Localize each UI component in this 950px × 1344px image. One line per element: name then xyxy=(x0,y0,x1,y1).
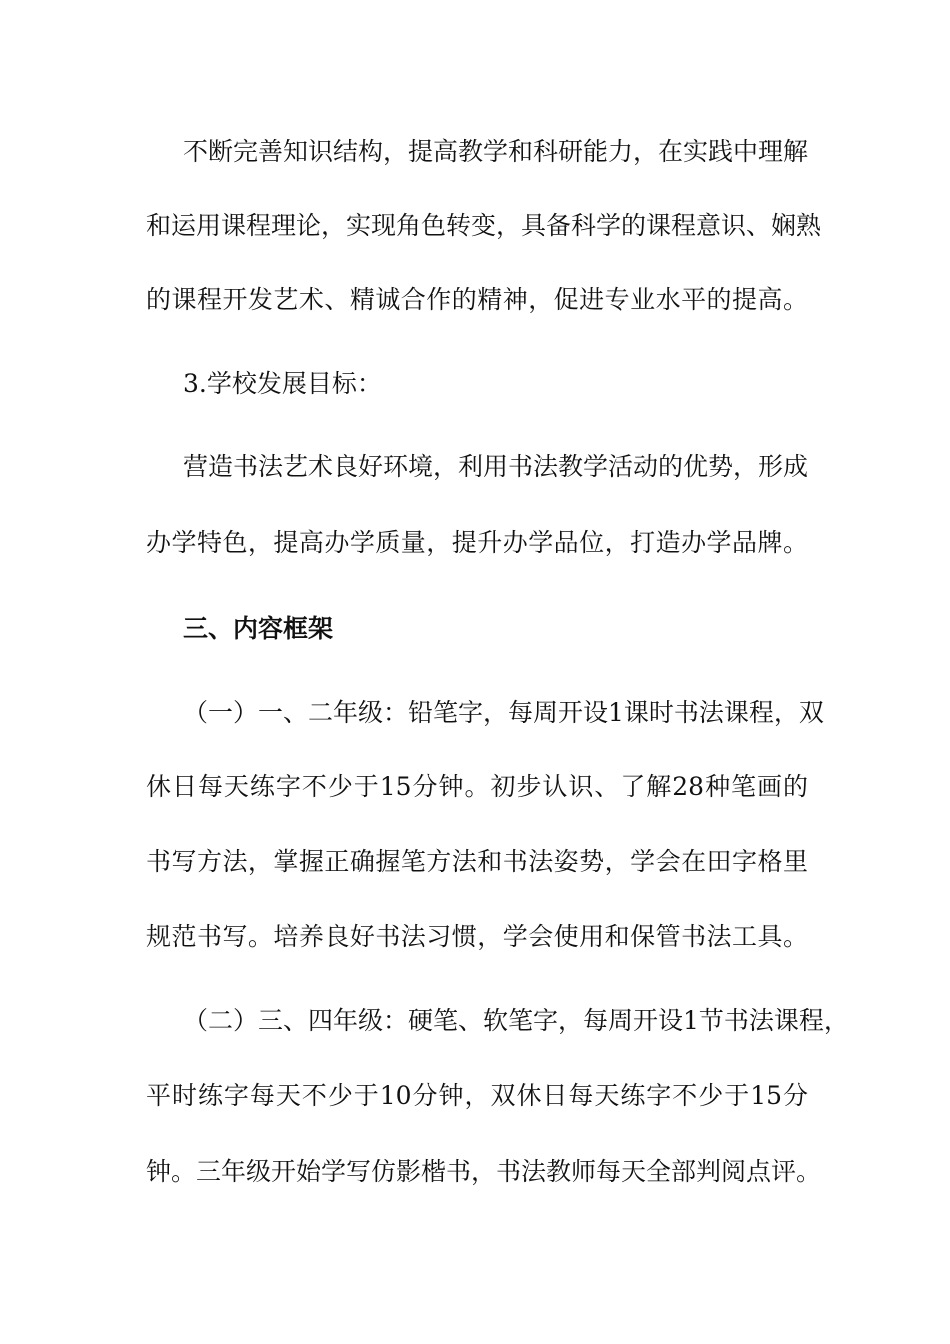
paragraph-5-line-1: （二）三、四年级：硬笔、软笔字，每周开设1节书法课程， xyxy=(183,1006,849,1035)
paragraph-4-line-4: 规范书写。培养良好书法习惯，学会使用和保管书法工具。 xyxy=(146,922,808,951)
paragraph-1-line-1: 不断完善知识结构，提高教学和科研能力，在实践中理解 xyxy=(183,137,809,166)
paragraph-5-line-3: 钟。三年级开始学写仿影楷书，书法教师每天全部判阅点评。 xyxy=(146,1157,822,1186)
paragraph-5-line-2: 平时练字每天不少于10分钟，双休日每天练字不少于15分 xyxy=(146,1081,808,1110)
paragraph-4-line-2: 休日每天练字不少于15分钟。初步认识、了解28种笔画的 xyxy=(146,772,808,801)
paragraph-1-line-2: 和运用课程理论，实现角色转变，具备科学的课程意识、娴熟 xyxy=(146,211,822,240)
paragraph-1-line-3: 的课程开发艺术、精诚合作的精神，促进专业水平的提高。 xyxy=(146,285,808,314)
paragraph-3-line-1: 营造书法艺术良好环境，利用书法教学活动的优势，形成 xyxy=(183,452,809,481)
section-heading-content-framework: 三、内容框架 xyxy=(183,614,334,643)
paragraph-2-line-1: 3.学校发展目标： xyxy=(183,369,382,398)
paragraph-4-line-3: 书写方法，掌握正确握笔方法和书法姿势，学会在田字格里 xyxy=(146,847,808,876)
paragraph-3-line-2: 办学特色，提高办学质量，提升办学品位，打造办学品牌。 xyxy=(146,528,808,557)
paragraph-4-line-1: （一）一、二年级：铅笔字，每周开设1课时书法课程，双 xyxy=(183,698,824,727)
